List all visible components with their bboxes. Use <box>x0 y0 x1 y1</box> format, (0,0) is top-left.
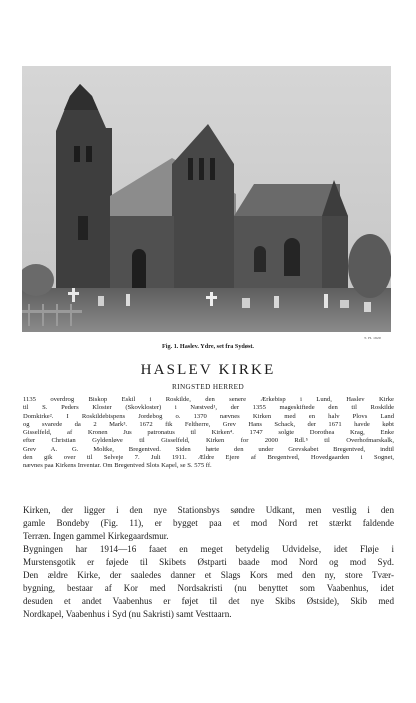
intro-line: Grev A. G. Moltke, Bregentved. Siden hørte den under Grevskabet Bregentved, indtil <box>23 445 394 453</box>
body-text <box>23 504 394 621</box>
body-line: Nordkapel, Vaabenhus i Syd (nu Sakristi) samt Vesttaarn. <box>23 609 232 619</box>
intro-line: og svarede da 2 Mark³. 1672 fik Feltherre, Grev Hans Schack, der 1671 havde købt <box>23 420 394 428</box>
page-title: HASLEV KIRKE <box>140 362 276 378</box>
body-line: Bygningen har 1914—16 faaet en meget betydelig Udvidelse, idet Fløje i <box>23 544 394 554</box>
body-line: Kirken, der ligger i den nye Stationsbys søndre Udkant, men vestlig i den <box>23 505 394 515</box>
body-paragraph <box>23 543 394 621</box>
intro-line: Gisselfeld, af Kronen Jus patronatus til Kirken⁴. 1747 solgte Dorothea Krag, Enke <box>23 429 394 437</box>
intro-line: den gik over til Selveje 7. Juli 1911. Ældre Ejere af Bregentved, Hovedgaarden i Sognet, <box>23 454 394 462</box>
intro-paragraph <box>23 396 394 471</box>
church-photograph <box>22 66 391 332</box>
figure-caption: Fig. 1. Haslev. Ydre, set fra Sydøst. <box>162 343 254 350</box>
page-subtitle: RINGSTED HERRED <box>171 383 245 391</box>
body-line: bygning, bestaar af Kor med Nordsakristi (nu benyttet som Vaabenhus, idet <box>23 583 394 593</box>
body-line: gamle Bondeby (Fig. 11), er bygget paa et mod Nord ret stærkt faldende <box>23 518 394 528</box>
intro-line: Domkirke². I Roskildebispens Jordebog o. 1370 nævnes Kirken med en halv Plovs Land <box>23 412 394 420</box>
body-line: Murstensgotik er føjede til Skibets Østparti baade mod Nord og mod Syd. <box>23 557 394 567</box>
intro-line: til S. Peders Kloster (Skovkloster) i Næstved¹, der 1355 mageskiftede den til Roskilde <box>23 404 394 412</box>
intro-line: efter Christian Gyldenløve til Gisselfeld, Kirken for 2000 Rdl.⁵ til Overhofmarskalk, <box>23 437 394 445</box>
photo-credit: T. H. 1920 <box>364 336 381 340</box>
intro-line: 1135 overdrog Biskop Eskil i Roskilde, den senere Ærkebisp i Lund, Haslev Kirke <box>23 396 394 403</box>
body-line: Terræn. Ingen gammel Kirkegaardsmur. <box>23 531 169 541</box>
body-line: Den ældre Kirke, der saaledes danner et Slags Kors med den ny, store Tvær- <box>23 570 394 580</box>
body-paragraph <box>23 504 394 543</box>
intro-line: nævnes paa Kirkens Inventar. Om Bregentved Slots Kapel, se S. 575 ff. <box>23 462 212 470</box>
body-line: desuden et andet Vaabenhus er føjet til det nye Skibs Østside), Skib med <box>23 596 394 606</box>
